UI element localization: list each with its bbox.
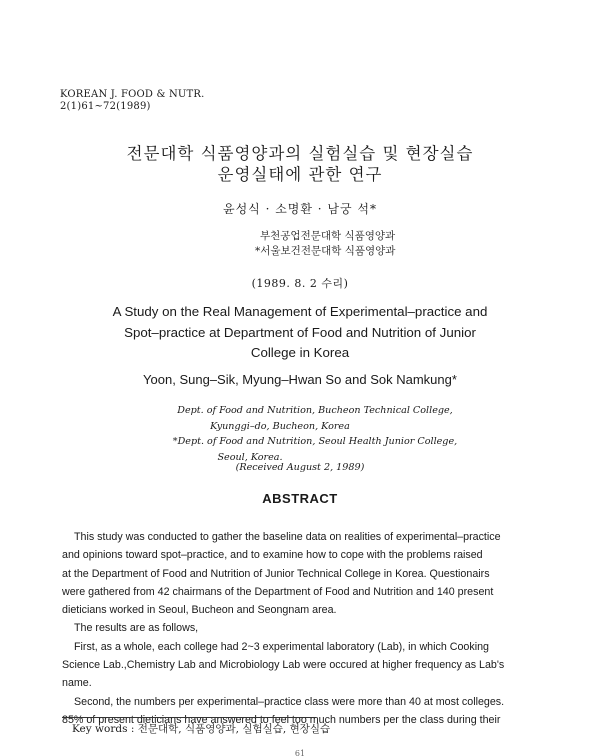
abstract-line: name. [62,677,92,690]
journal-volume: 2(1)61~72(1989) [60,101,151,112]
english-title-line: A Study on the Real Management of Experimental–practice and [112,304,488,319]
english-affiliation: *Dept. of Food and Nutrition, Seoul Health Junior College, [172,436,458,447]
english-title-line: Spot–practice at Department of Food and Nutrition of Junior [124,324,476,340]
english-affiliation: Dept. of Food and Nutrition, Bucheon Technical College, [177,405,453,416]
english-title [0,302,600,364]
abstract-line: Science Lab.,Chemistry Lab and Microbiology Lab were occured at higher frequency as Lab's [62,659,505,672]
english-received-date: (Received August 2, 1989) [235,462,365,473]
abstract-line: This study was conducted to gather the baseline data on realities of experimental–practice [74,531,501,543]
abstract-line: First, as a whole, each college had 2~3 experimental laboratory (Lab), in which Cooking [74,640,489,653]
journal-name: KOREAN J. FOOD & NUTR. [60,89,205,100]
english-affiliations [0,403,600,465]
abstract-line: and opinions toward spot–practice, and to examine how to cope with the problems raised [62,549,483,562]
english-authors: Yoon, Sung–Sik, Myung–Hwan So and Sok Namkung* [143,372,457,387]
korean-received-date: (1989. 8. 2 수리) [251,277,349,290]
abstract-body [62,528,542,729]
abstract-line: were gathered from 42 chairmans of the Department of Food and Nutrition and 140 present [62,585,494,598]
keywords: Key words : 전문대학, 식품영양과, 실험실습, 현장실습 [72,723,331,735]
abstract-line: Second, the numbers per experimental–practice class were more than 40 at most colleges. [74,695,505,708]
korean-affiliations [255,229,395,259]
korean-title-line: 전문대학 식품영양과의 실험실습 및 현장실습 [126,144,474,163]
english-affiliation: Kyunggi–do, Bucheon, Korea [210,420,350,432]
journal-header [60,89,205,113]
korean-title-line: 운영실태에 관한 연구 [217,165,383,184]
page-number: 61 [294,749,306,756]
abstract-line: 85% of present dieticians have answered to feel too much numbers per the class during their [62,713,501,726]
abstract-heading: ABSTRACT [262,491,338,506]
english-title-line: College in Korea [250,345,350,360]
korean-authors: 윤성식 · 소명환 · 남궁 석* [222,202,378,216]
keywords-divider [62,717,316,718]
abstract-line: The results are as follows, [74,622,199,635]
korean-affiliation: *서울보건전문대학 식품영양과 [255,245,396,257]
english-affiliation: Seoul, Korea. [217,451,283,463]
abstract-line: dieticians worked in Seoul, Bucheon and Seongnam area. [62,604,337,617]
korean-affiliation: 부천공업전문대학 식품영양과 [260,230,396,242]
korean-title [0,143,600,185]
abstract-line: at the Department of Food and Nutrition of Junior Technical College in Korea. Questionairs [62,567,490,580]
